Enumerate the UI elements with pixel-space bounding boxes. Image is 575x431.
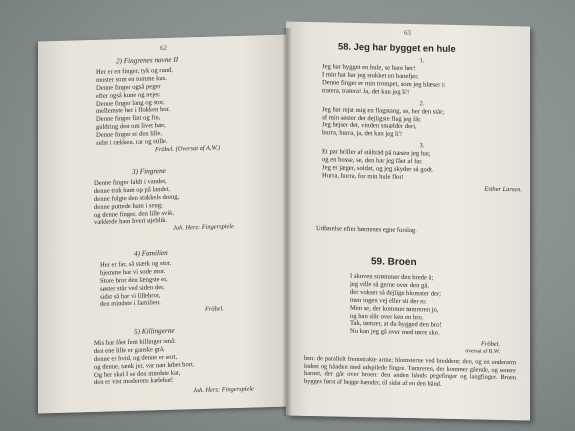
poem-line: vækkede ham hvert øjeblik.: [94, 217, 168, 227]
attribution: Joh. Herz: Fingerspiele: [193, 385, 254, 395]
song-59-body: [350, 273, 520, 358]
verse-line: der vokser så dejlige blomster der;: [350, 288, 442, 298]
verse-line: og en bosse, se, den har jeg fået af far.: [322, 156, 423, 166]
verse-line: Denne finger er min trompet, som jeg blæser i:: [322, 79, 446, 89]
instructions-text: hen: de parallelt fremstrakte arme; blomsterne ved breddem: den, og en underarm lodret og hånden med udspilede fingre. Tømreren, der kommer gående, og senere barnet, der går over broen: den anden hånds pegefinger og langfinger. Broen bygges først af begge hænder, til sidst af en den hånd.: [304, 354, 516, 388]
poem-heading: 2) Fingrenes navne II: [116, 55, 179, 66]
page-number-left: 62: [160, 43, 167, 53]
attribution: Fröbel.: [205, 305, 224, 314]
verse-number: 3.: [419, 142, 425, 150]
poem-line: Store bror den længste er,: [100, 275, 168, 285]
verse-line: og han slår over ken en bro.: [350, 312, 424, 321]
poem-line: den er vist moderens kælebat!: [94, 377, 174, 387]
poem-line: sidst i rækken, rar og stille.: [96, 137, 168, 147]
poem-heading: 4) Familien: [134, 248, 168, 258]
poem-line: moster som en tomme kus.: [96, 74, 167, 84]
poem-line: den mindste i familien.: [100, 299, 161, 309]
left-page: [38, 34, 290, 413]
verse-line: Tak, tømrer, at du bygged den bro!: [350, 320, 442, 330]
poem-line: Denne finger faldt i vandet,: [94, 177, 167, 187]
poem-line: denne trak ham op på landet,: [94, 185, 171, 195]
poem-line: og denne finger, den lille svik,: [94, 209, 175, 219]
song-title-59: 59. Broen: [371, 256, 417, 269]
poem-heading: 5) Killingerne: [134, 326, 175, 336]
attribution-sub: oversat af B.W.: [465, 348, 500, 356]
verse-line: Jeg har bygget en hule, se bare her!: [322, 63, 416, 73]
verse-line: I min hat har jeg stukket en banefjer.: [322, 71, 419, 81]
verse-line: men ingen vej eller sti der er.: [350, 296, 427, 306]
verse-line: af min søster det dejligste flag jeg får.: [322, 113, 422, 123]
poem-line: denne puttede ham i seng;: [94, 201, 163, 211]
poem-line: den ene lille er ganske grå,: [94, 345, 165, 355]
book-gutter: [282, 28, 292, 416]
performance-note: Udførelse efter børnenes egne forslag.: [316, 225, 417, 235]
verse-line: Hurra, hurra, for min hule flot!: [322, 172, 404, 181]
poem-heading: 3) Fingrene: [132, 166, 166, 176]
poem-line: Her er far, så stærk og stor,: [100, 259, 172, 269]
poem-line: Og her skal I se den mindste kat,: [94, 369, 181, 379]
poem-line: Her er en finger, tyk og rund,: [96, 66, 174, 76]
poem-fingrenes-navne: [96, 54, 276, 156]
poem-line: efter også kune og nejer.: [96, 90, 161, 100]
poem-line: sidst så har vi lillebror,: [100, 291, 161, 301]
song-title-58: 58. Jeg har bygget en hule: [338, 40, 456, 55]
verse-line: jeg ville så gerne over den gå,: [350, 280, 429, 290]
verse-line: Et par briller af stålträd på næsen jeg har,: [322, 148, 431, 158]
verse-line: Men se, der kommer tømreren jo,: [350, 304, 439, 314]
page-number-right: 63: [404, 28, 411, 38]
verse-line: Nu kan jeg gå over med tørre sko.: [350, 328, 440, 338]
poem-line: mellemste her i flokken bor.: [96, 106, 171, 116]
verse-line: Jeg hejser det, vinden smælder deri,: [322, 121, 417, 131]
poem-line: søster står ved siden der.: [100, 283, 165, 293]
attribution: Esther Larsen.: [484, 185, 522, 194]
song-58-body: [322, 55, 522, 194]
poem-fingrene: [94, 165, 274, 235]
poem-line: denne fulgte den stakkels dreng,: [94, 193, 180, 203]
verse-line: Jeg er jæger, soldat, og jeg skyder så godt.: [322, 164, 434, 174]
poem-line: Denne finger fint og fin,: [96, 114, 161, 124]
poem-line: og denne, tænk jer, var nær løbet bort.: [94, 360, 195, 371]
poem-line: Denne finger lang og stor,: [96, 98, 165, 108]
verse-number: 1.: [419, 57, 425, 65]
attribution: Joh. Herz: Fingerspiele: [173, 223, 234, 233]
verse-line: I skoven strømmer den brede å;: [350, 272, 434, 282]
poem-killingerne: [94, 325, 284, 399]
poem-line: denne er hvid, og denne er sort,: [94, 353, 178, 363]
verse-line: Jeg har rejst mig en flagstang, se, her den står;: [322, 105, 445, 116]
poem-line: Denne finger også peger: [96, 82, 161, 92]
verse-number: 2.: [419, 99, 425, 107]
poem-line: guldring den om livet bær,: [96, 122, 166, 132]
verse-line: hurra, hurra, ja, det kan jeg li'!: [322, 129, 403, 139]
attribution: Fröbel. (Oversat af A.W.): [155, 144, 220, 154]
attribution: Fröbel.: [481, 340, 500, 349]
verse-line: tratera, tratera! Ja, det kan jeg li'!: [322, 86, 410, 96]
poem-line: Mis har fået fem killinger små:: [94, 337, 176, 347]
poem-line: hjemme har vi sode mor.: [100, 267, 166, 277]
poem-line: Denne finger er den lille,: [96, 130, 163, 140]
poem-familien: [100, 247, 280, 317]
right-page: [286, 21, 530, 420]
